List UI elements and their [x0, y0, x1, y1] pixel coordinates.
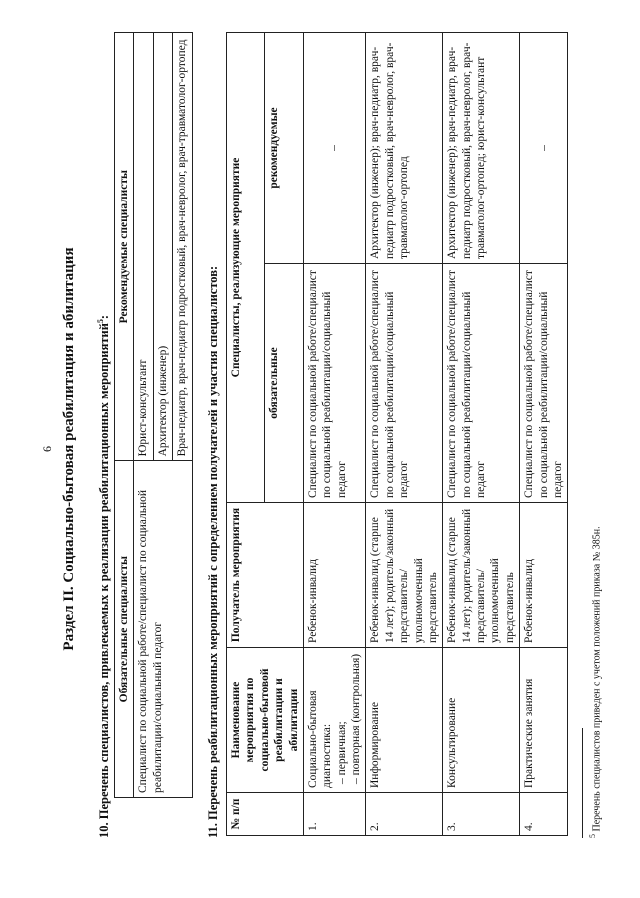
mandatory-specialists-cell: Специалист по социальной работе/специалист по социальной реабилитации/социальный педагог [134, 461, 192, 798]
table11-heading: 11. Перечень реабилитационных мероприятий с определением получателей и участия специалистов: [206, 265, 220, 838]
recommended-specialist-2: Архитектор (инженер) [153, 33, 172, 461]
footnote-ref: 5 [96, 319, 105, 324]
measure-name: Социально-бытовая диагностика: [306, 690, 334, 788]
row-mandatory: Специалист по социальной работе/специалист по социальной реабилитации/социальный педагог [366, 264, 443, 503]
row-recipient: Ребенок-инвалид (старше 14 лет); родитель/законный представитель/уполномоченный представитель [443, 503, 520, 648]
col-mandatory-specialists: Обязательные специалисты [115, 461, 134, 798]
footnote [588, 526, 604, 838]
col-recommended-specialists: Рекомендуемые специалисты [115, 33, 134, 461]
row-mandatory: Специалист по социальной работе/специалист по социальной реабилитации/социальный педагог [443, 264, 520, 503]
row-num: 1. [303, 793, 366, 836]
recommended-specialist-3: Врач-педиатр, врач-педиатр подростковый, врач-невролог, врач-травматолог-ортопед [173, 33, 192, 461]
table-row [520, 33, 568, 836]
measure-sub-item: – повторная (контрольная) [350, 653, 362, 784]
row-recommended: – [520, 33, 568, 264]
row-measure: Консультирование [443, 648, 520, 793]
table10-heading [96, 315, 113, 838]
col-num: № п/п [227, 793, 304, 836]
measures-table [226, 32, 568, 836]
row-num: 2. [366, 793, 443, 836]
row-recipient: Ребенок-инвалид [520, 503, 568, 648]
row-recipient: Ребенок-инвалид (старше 14 лет); родитель/законный представитель/уполномоченный представитель [366, 503, 443, 648]
measure-sub-item: – первичная; [335, 721, 348, 784]
row-measure: Практические занятия [520, 648, 568, 793]
row-recommended: Архитектор (инженер); врач-педиатр, врач-педиатр подростковый, врач-невролог, врач-травматолог-ортопед [366, 33, 443, 264]
col-recipient: Получатель мероприятия [227, 503, 304, 648]
row-recipient: Ребенок-инвалид [303, 503, 366, 648]
row-mandatory: Специалист по социальной работе/специалист по социальной реабилитации/социальный педагог [303, 264, 366, 503]
col-specialists: Специалисты, реализующие мероприятие [227, 33, 265, 503]
footnote-divider [582, 728, 583, 838]
col-spec-recommended: рекомендуемые [265, 33, 303, 264]
page-number: 6 [40, 446, 54, 452]
table-row [366, 33, 443, 836]
footnote-text: Перечень специалистов приведен с учетом положений приказа № 385н. [591, 526, 603, 832]
specialists-table [114, 32, 193, 798]
row-mandatory: Специалист по социальной работе/специалист по социальной реабилитации/социальный педагог [520, 264, 568, 503]
table-row [443, 33, 520, 836]
section-title: Раздел II. Социально-бытовая реабилитация и абилитация [61, 247, 77, 651]
row-num: 4. [520, 793, 568, 836]
row-recommended: – [303, 33, 366, 264]
row-recommended: Архитектор (инженер); врач-педиатр, врач-педиатр подростковый, врач-невролог, врач-травматолог-ортопед; юрист-консультант [443, 33, 520, 264]
col-spec-mandatory: обязательные [265, 264, 303, 503]
table-row [303, 33, 366, 836]
row-measure [303, 648, 366, 793]
table10-heading-suffix: : [97, 314, 112, 320]
col-measure-name: Наименование мероприятия по социально-бытовой реабилитации и абилитации [227, 648, 304, 793]
row-measure: Информирование [366, 648, 443, 793]
recommended-specialist-1: Юрист-консультант [134, 33, 153, 461]
row-num: 3. [443, 793, 520, 836]
table10-heading-text: 10. Перечень специалистов, привлекаемых к реализации реабилитационных мероприятий [97, 323, 112, 838]
footnote-mark: 5 [588, 834, 597, 838]
